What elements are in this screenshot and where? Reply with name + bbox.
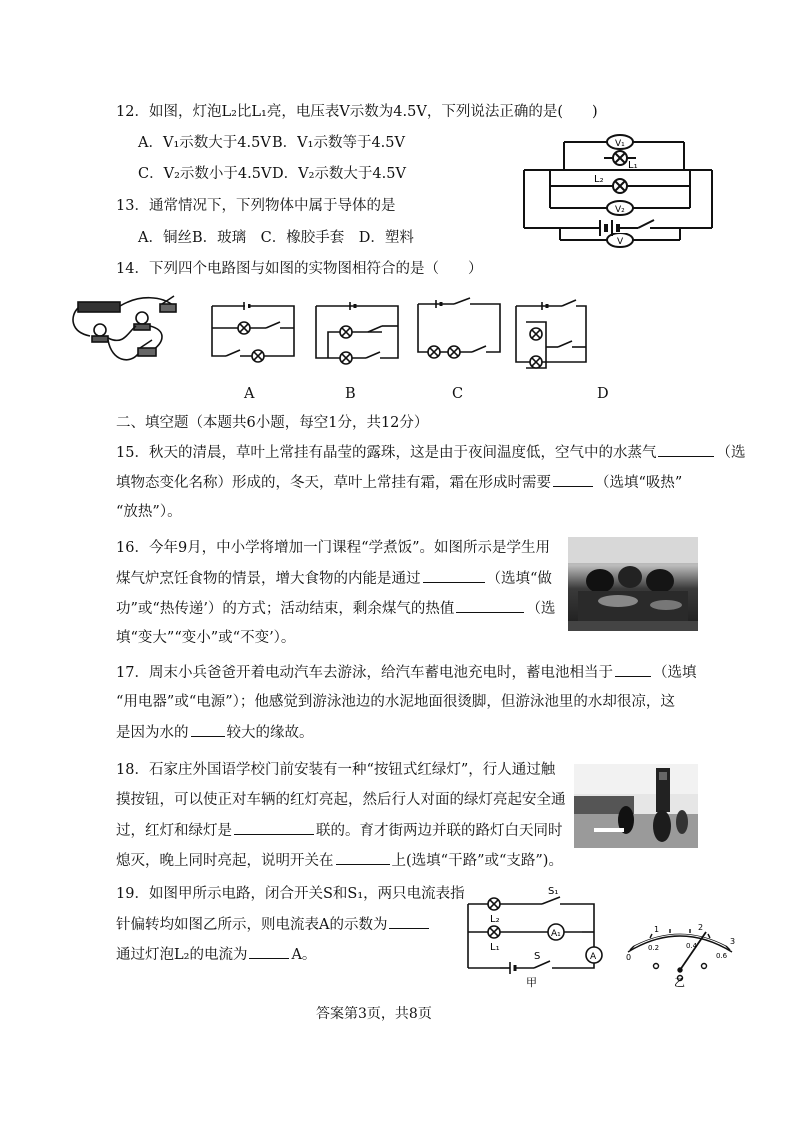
q17-line1: 17．周末小兵爸爸开着电动汽车去游泳，给汽车蓄电池充电时，蓄电池相当于 （选填: [116, 662, 696, 683]
scale-2: 2: [698, 923, 704, 932]
q14-label-c: C: [452, 386, 464, 402]
q18-line2: 摸按钮，可以使正对车辆的红灯亮起，然后行人对面的绿灯亮起安全通: [116, 792, 566, 808]
q12-option-b: B．V₁示数等于4.5V: [272, 135, 405, 151]
l1-label: L₁: [628, 160, 638, 171]
q15-blank-1[interactable]: [658, 442, 714, 457]
q14-label-d: D: [597, 386, 609, 402]
q14-label-a: A: [244, 386, 255, 402]
q17-line3: 是因为水的 较大的缘故。: [116, 722, 314, 743]
scale-04: 0.4: [686, 942, 698, 950]
q16-blank-2[interactable]: [456, 598, 524, 613]
q19-circuit-jia: [464, 884, 614, 989]
q18-blank-2[interactable]: [336, 850, 390, 865]
q19-ammeter-yi: [620, 912, 740, 987]
scale-3: 3: [730, 937, 736, 946]
page-footer: 答案第3页，共8页: [316, 1006, 432, 1022]
v-label: V: [617, 237, 624, 247]
q15-blank-2[interactable]: [553, 472, 593, 487]
section-heading: 二、填空题（本题共6小题，每空1分，共12分）: [116, 415, 429, 431]
scale-1: 1: [654, 925, 660, 934]
q19-line2: 针偏转均如图乙所示，则电流表A的示数为: [116, 914, 431, 935]
q15-line1: 15．秋天的清晨，草叶上常挂有晶莹的露珠，这是由于夜间温度低，空气中的水蒸气 （选: [116, 442, 745, 463]
s-label: S: [534, 951, 541, 962]
q16-line2: 煤气炉烹饪食物的情景，增大食物的内能是通过 （选填“做: [116, 568, 552, 589]
l1-label: L₁: [490, 942, 500, 953]
scale-02: 0.2: [648, 944, 660, 952]
q16-cooking-photo: [568, 537, 698, 631]
q16-line3: 功”或“热传递’）的方式；活动结束，剩余煤气的热值 （选: [116, 598, 555, 619]
q14-option-b-circuit: [312, 298, 402, 378]
s1-label: S₁: [548, 886, 559, 897]
q19-line1: 19．如图甲所示电路，闭合开关S和S₁，两只电流表指: [116, 886, 465, 902]
q15-line2: 填物态变化名称）形成的，冬天，草叶上常挂有霜，霜在形成时需要 （选填“吸热”: [116, 472, 682, 493]
q19-blank-2[interactable]: [249, 944, 289, 959]
q16-line1: 16．今年9月，中小学将增加一门课程“学煮饭”。如图所示是学生用: [116, 540, 550, 556]
q18-line3: 过，红灯和绿灯是 联的。育才街两边并联的路灯白天同时: [116, 820, 563, 841]
q13-options: A．铜丝B．玻璃 C．橡胶手套 D．塑料: [138, 230, 414, 246]
a1-label: A₁: [551, 929, 561, 939]
q18-blank-1[interactable]: [234, 820, 314, 835]
q18-line4: 熄灭，晚上同时亮起，说明开关在 上(选填“干路”或“支路”)。: [116, 850, 563, 871]
yi-caption: 乙: [674, 976, 685, 989]
q18-line1: 18．石家庄外国语学校门前安装有一种“按钮式红绿灯”，行人通过触: [116, 762, 556, 778]
q19-blank-1[interactable]: [389, 914, 429, 929]
q13-stem: 13．通常情况下，下列物体中属于导体的是: [116, 198, 396, 214]
q14-label-b: B: [345, 386, 356, 402]
q16-blank-1[interactable]: [423, 568, 485, 583]
v1-label: V₁: [615, 139, 625, 149]
jia-caption: 甲: [526, 976, 537, 989]
q14-option-c-circuit: [414, 296, 504, 376]
q12-option-c: C．V₂示数小于4.5V: [138, 166, 272, 182]
q12-option-d: D．V₂示数大于4.5V: [272, 166, 406, 182]
l2-label: L₂: [594, 174, 604, 185]
q14-stem: 14．下列四个电路图与如图的实物图相符合的是（ ）: [116, 261, 483, 277]
q12-stem: 12．如图，灯泡L₂比L₁亮，电压表V示数为4.5V，下列说法正确的是( ): [116, 104, 598, 120]
q15-line3: “放热”）。: [116, 504, 182, 520]
scale-06: 0.6: [716, 952, 728, 960]
q14-option-d-circuit: [512, 298, 602, 378]
q14-option-a-circuit: [208, 298, 298, 378]
q17-blank-1[interactable]: [615, 662, 651, 677]
q18-traffic-light-photo: [574, 764, 698, 848]
q14-physical-circuit: [70, 292, 180, 372]
q12-circuit-figure: [520, 128, 720, 248]
scale-0: 0: [626, 953, 632, 962]
v2-label: V₂: [615, 205, 625, 215]
q19-line3: 通过灯泡L₂的电流为 A。: [116, 944, 316, 965]
q17-blank-2[interactable]: [191, 722, 225, 737]
q16-line4: 填“变大”“变小”或“不变’）。: [116, 630, 296, 646]
q17-line2: “用电器”或“电源”）；他感觉到游泳池边的水泥地面很烫脚，但游泳池里的水却很凉，这: [116, 694, 675, 710]
l2-label: L₂: [490, 914, 500, 925]
q12-option-a: A．V₁示数大于4.5V: [138, 135, 271, 151]
a-label: A: [590, 952, 597, 962]
